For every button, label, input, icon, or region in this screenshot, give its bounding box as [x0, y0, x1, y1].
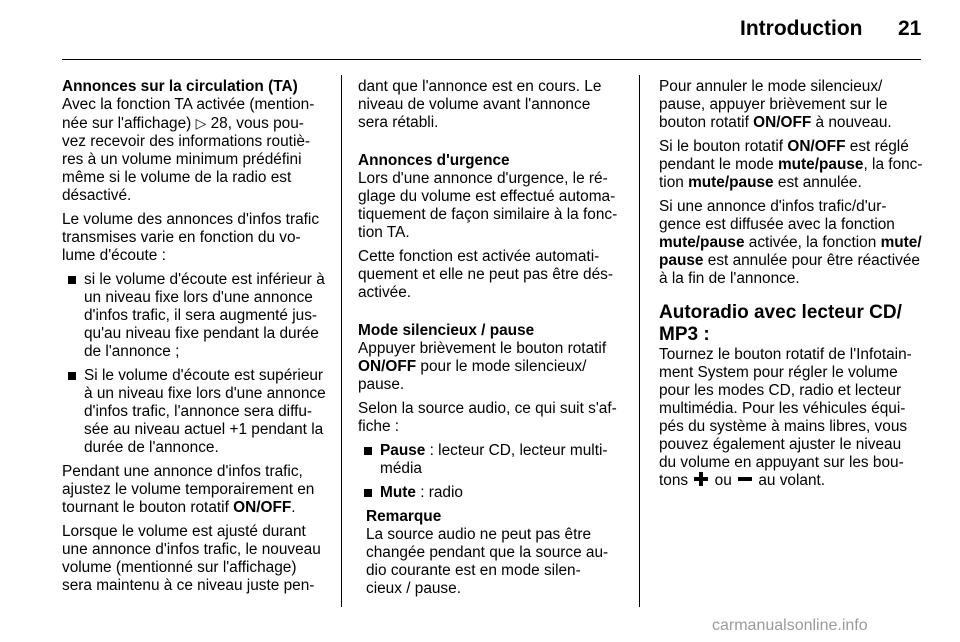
paragraph: dant que l'annonce est en cours. Le niveau de volume avant l'annonce sera rétabli.	[358, 78, 602, 131]
section-heading-cd-mp3: Autoradio avec lecteur CD/ MP3 :	[659, 302, 902, 345]
paragraph: Avec la fonction TA activée (mention- née sur l'affichage) ▷ 28, vous pou- vez recevoir des informations routiè- res à un volume minimum prédéfini même si le volume de la radio est désactivé.	[62, 96, 315, 204]
bullet-square-icon	[364, 489, 372, 497]
paragraph: Si le bouton rotatif ON/OFF est réglé pendant le mode mute/pause, la fonc- tion mute/pause est annulée.	[659, 138, 923, 191]
page-ref-arrow-icon: ▷	[195, 115, 207, 131]
paragraph: Lors d'une annonce d'urgence, le ré- glage du volume est effectué automa- tiquement de façon similaire à la fonc- tion TA.	[358, 170, 618, 241]
paragraph: Le volume des annonces d'infos trafic transmises varie en fonction du vo- lume d'écoute :	[62, 211, 320, 264]
page-number: 21	[898, 17, 922, 40]
paragraph: Appuyer brièvement le bouton rotatif ON/OFF pour le mode silencieux/ pause.	[358, 340, 607, 393]
page-title: Introduction	[740, 17, 863, 40]
section-heading-urgence: Annonces d'urgence	[358, 152, 510, 169]
note-title: Remarque	[366, 508, 442, 525]
column-divider	[639, 75, 640, 607]
paragraph: Pendant une annonce d'infos trafic, ajustez le volume temporairement en tournant le bouton rotatif ON/OFF.	[62, 463, 315, 516]
section-heading-mute: Mode silencieux / pause	[358, 322, 535, 339]
plus-icon	[694, 472, 708, 486]
paragraph: Selon la source audio, ce qui suit s'af- fiche :	[358, 400, 617, 435]
section-heading-ta: Annonces sur la circulation (TA)	[62, 78, 298, 95]
bullet-square-icon	[364, 447, 372, 455]
paragraph: Lorsque le volume est ajusté durant une annonce d'infos trafic, le nouveau volume (mentionné sur l'affichage) sera maintenu à ce niveau juste pen-	[62, 523, 321, 594]
note-box: Remarque La source audio ne peut pas être changée pendant que la source au- dio courante est en mode silen- cieux / pause.	[358, 508, 623, 598]
list-item: si le volume d'écoute est inférieur à un niveau fixe lors d'une annonce d'infos trafic, il sera augmenté jus- qu'au niveau fixe pendant la durée de l'annonce ;	[62, 271, 326, 361]
column-2	[358, 78, 623, 598]
header-divider	[62, 59, 921, 60]
bullet-square-icon	[68, 276, 76, 284]
column-1	[62, 78, 326, 601]
paragraph: Cette fonction est activée automati- quement et elle ne peut pas être dés- activée.	[358, 248, 613, 301]
watermark: carmanualsonline.info	[712, 617, 868, 634]
bullet-square-icon	[68, 372, 76, 380]
column-divider	[341, 75, 342, 607]
list-item: Mute : radio	[358, 484, 623, 502]
paragraph: Si une annonce d'infos trafic/d'ur- gence est diffusée avec la fonction mute/pause activée, la fonction mute/ pause est annulée pour être réactivée à la fin de l'annonce.	[659, 198, 922, 287]
paragraph: Tournez le bouton rotatif de l'Infotain- ment System pour régler le volume pour les modes CD, radio et lecteur multimédia. Pour les véhicules équi- pés du système à mains libres, vous pouvez également ajuster le niveau du volume en appuyant sur les bou- tons ou au volant.	[659, 346, 912, 489]
minus-icon	[738, 477, 752, 481]
list-item: Si le volume d'écoute est supérieur à un niveau fixe lors d'une annonce d'infos trafic, l'annonce sera diffu- sée au niveau actuel +1 pendant la durée de l'annonce.	[62, 367, 326, 457]
column-3	[659, 78, 923, 496]
paragraph: Pour annuler le mode silencieux/ pause, appuyer brièvement sur le bouton rotatif ON/OFF à nouveau.	[659, 78, 892, 131]
list-item: Pause : lecteur CD, lecteur multi- média	[358, 442, 623, 478]
